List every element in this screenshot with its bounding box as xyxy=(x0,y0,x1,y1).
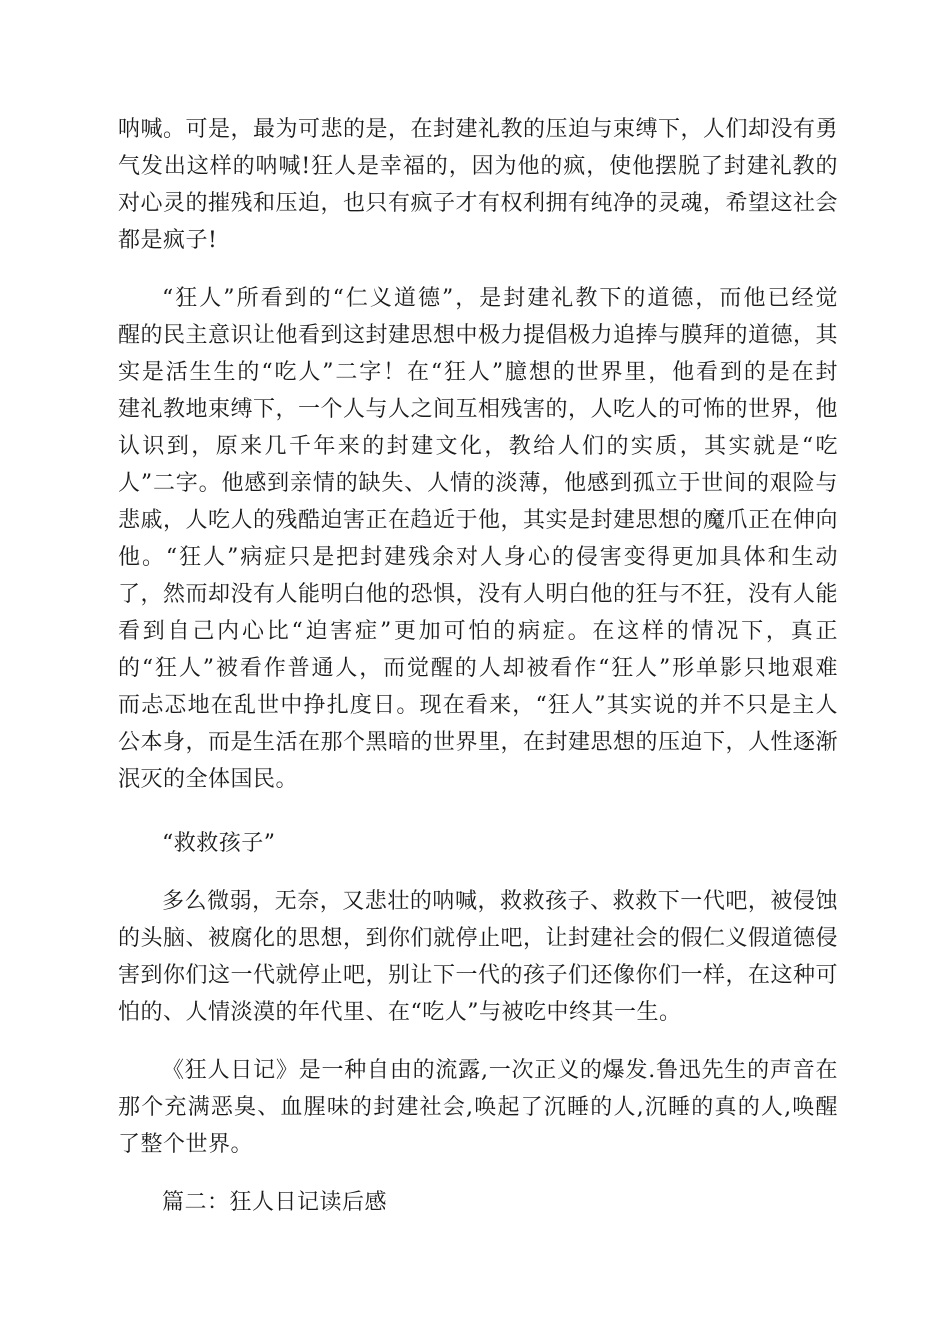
paragraph-line: 建礼教地束缚下，一个人与人之间互相残害的，人吃人的可怖的世界，他 xyxy=(118,397,839,422)
section-subheading: “救救孩子” xyxy=(162,831,276,856)
paragraph-line: 悲戚，人吃人的残酷迫害正在趋近于他，其实是封建思想的魔爪正在伸向 xyxy=(118,508,839,533)
paragraph-line: 怕的、人情淡漠的年代里、在“吃人”与被吃中终其一生。 xyxy=(118,1000,682,1025)
paragraph-line: 认识到，原来几千年来的封建文化，教给人们的实质，其实就是“吃 xyxy=(118,434,838,459)
paragraph-line: “狂人”所看到的“仁义道德”，是封建礼教下的道德，而他已经觉 xyxy=(162,286,838,311)
paragraph-line: 泯灭的全体国民。 xyxy=(118,767,299,792)
paragraph-line: 都是疯子! xyxy=(118,228,218,253)
paragraph-line: 多么微弱，无奈，又悲壮的呐喊，救救孩子、救救下一代吧，被侵蚀 xyxy=(162,889,838,914)
paragraph-line: 了，然而却没有人能明白他的恐惧，没有人明白他的狂与不狂，没有人能 xyxy=(118,582,839,607)
paragraph-line: 醒的民主意识让他看到这封建思想中极力提倡极力追捧与膜拜的道德，其 xyxy=(118,323,839,348)
paragraph-line: 了整个世界。 xyxy=(118,1132,254,1157)
paragraph-line: 公本身，而是生活在那个黑暗的世界里，在封建思想的压迫下，人性逐渐 xyxy=(118,730,839,755)
paragraph-line: 的“狂人”被看作普通人，而觉醒的人却被看作“狂人”形单影只地艰难 xyxy=(118,656,838,681)
paragraph-line: 《狂人日记》是一种自由的流露,一次正义的爆发.鲁迅先生的声音在 xyxy=(162,1058,838,1083)
paragraph-line: 害到你们这一代就停止吧，别让下一代的孩子们还像你们一样，在这种可 xyxy=(118,963,839,988)
paragraph-line: 他。“狂人”病症只是把封建残余对人身心的侵害变得更加具体和生动 xyxy=(118,545,838,570)
paragraph-line: 呐喊。可是，最为可悲的是，在封建礼教的压迫与束缚下，人们却没有勇 xyxy=(118,117,839,142)
section-heading: 篇二：狂人日记读后感 xyxy=(162,1190,388,1215)
paragraph-line: 而忐忑地在乱世中挣扎度日。现在看来，“狂人”其实说的并不只是主人 xyxy=(118,693,838,718)
paragraph-line: 人”二字。他感到亲情的缺失、人情的淡薄，他感到孤立于世间的艰险与 xyxy=(118,471,838,496)
paragraph-line: 看到自己内心比“迫害症”更加可怕的病症。在这样的情况下，真正 xyxy=(118,619,838,644)
paragraph-line: 对心灵的摧残和压迫，也只有疯子才有权利拥有纯净的灵魂，希望这社会 xyxy=(118,191,839,216)
paragraph-line: 实是活生生的“吃人”二字！在“狂人”臆想的世界里，他看到的是在封 xyxy=(118,360,838,385)
paragraph-line: 气发出这样的呐喊!狂人是幸福的，因为他的疯，使他摆脱了封建礼教的 xyxy=(118,154,838,179)
paragraph-line: 的头脑、被腐化的思想，到你们就停止吧，让封建社会的假仁义假道德侵 xyxy=(118,926,839,951)
paragraph-line: 那个充满恶臭、血腥味的封建社会,唤起了沉睡的人,沉睡的真的人,唤醒 xyxy=(118,1095,838,1120)
